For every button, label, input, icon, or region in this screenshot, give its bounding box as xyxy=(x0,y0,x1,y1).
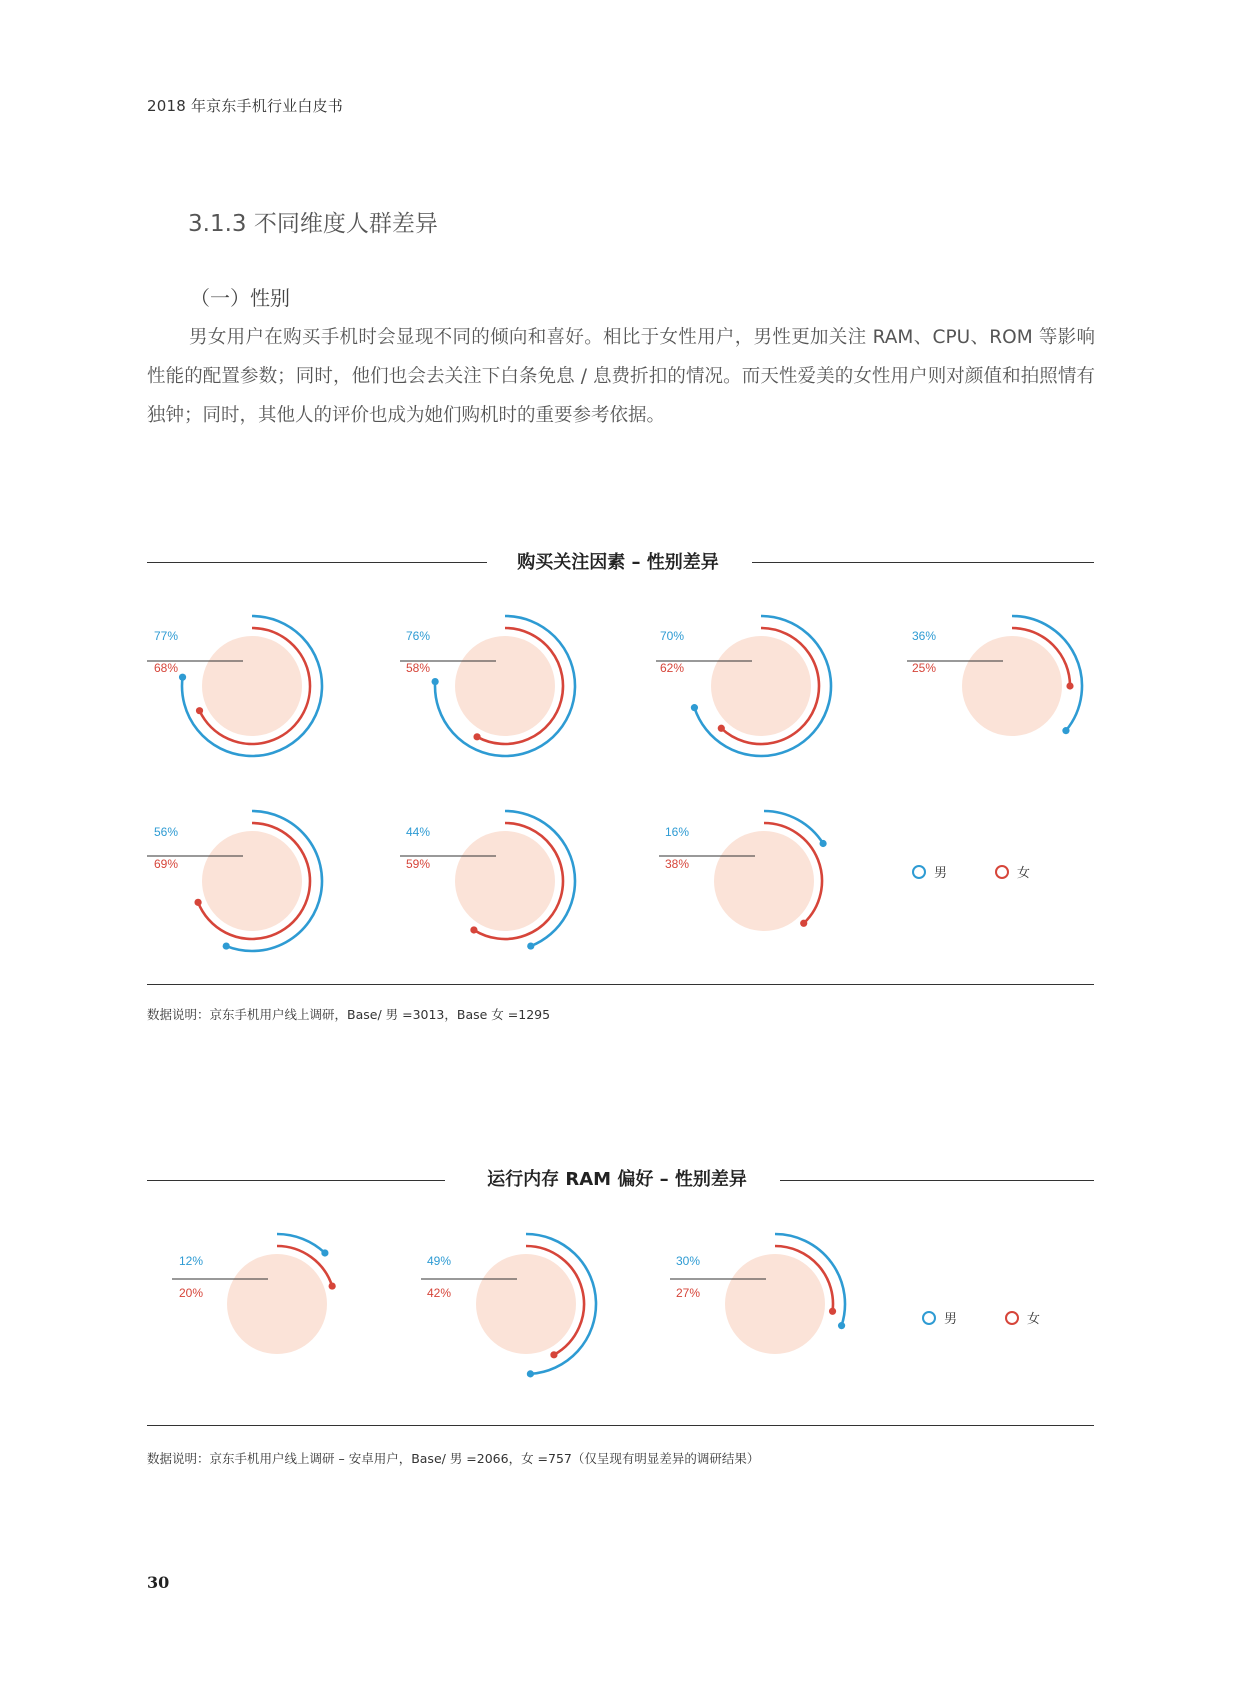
chart1-item1-male-pct: 77% xyxy=(154,629,179,643)
chart1-item7-fill-circle xyxy=(714,831,814,931)
chart2-item3-male-pct: 30% xyxy=(676,1254,701,1268)
document-header: 2018 年京东手机行业白皮书 xyxy=(147,97,343,115)
chart1-item2-male-end-dot xyxy=(432,678,439,685)
chart1-item6-male-end-dot xyxy=(527,942,534,949)
chart2-legend-male-label: 男 xyxy=(944,1312,958,1327)
chart2-item1-female-pct: 20% xyxy=(179,1286,204,1300)
chart1-item4-fill-circle xyxy=(962,636,1062,736)
subsection-title: （一）性别 xyxy=(190,286,290,310)
chart1-item2-male-pct: 76% xyxy=(406,629,431,643)
chart1-item4-male-end-dot xyxy=(1062,727,1069,734)
chart1-item7-female-end-dot xyxy=(800,920,807,927)
chart2-item2-male-end-dot xyxy=(527,1370,534,1377)
chart2-item3-female-pct: 27% xyxy=(676,1286,701,1300)
chart2-item2-male-pct: 49% xyxy=(427,1254,452,1268)
chart2-item1-male-end-dot xyxy=(321,1249,328,1256)
chart1-item6-fill-circle xyxy=(455,831,555,931)
chart1-item5-male-pct: 56% xyxy=(154,825,179,839)
chart1-item2-female-pct: 58% xyxy=(406,661,431,675)
chart2-title: 运行内存 RAM 偏好 – 性别差异 xyxy=(487,1169,747,1190)
chart1-legend-male-label: 男 xyxy=(934,866,948,881)
intro-paragraph: 男女用户在购买手机时会显现不同的倾向和喜好。相比于女性用户，男性更加关注 RAM、CPU、ROM 等影响性能的配置参数；同时，他们也会去关注下白条免息 / 息费折扣的情况。而天性爱美的女性用户则对颜值和拍照情有独钟；同时，其他人的评价也成为她们购机时的重要参考依据。 xyxy=(147,327,1095,426)
chart2-data-note: 数据说明：京东手机用户线上调研 – 安卓用户，Base/ 男 =2066，女 =757（仅呈现有明显差异的调研结果） xyxy=(147,1451,760,1466)
chart2-item3-male-end-dot xyxy=(838,1322,845,1329)
section-title: 3.1.3 不同维度人群差异 xyxy=(188,211,438,237)
chart1-item1-female-end-dot xyxy=(196,707,203,714)
chart1-item5-fill-circle xyxy=(202,831,302,931)
chart1-item6-female-end-dot xyxy=(470,926,477,933)
chart1-item6-female-pct: 59% xyxy=(406,857,431,871)
chart1-item7-female-pct: 38% xyxy=(665,857,690,871)
chart1-item3-male-pct: 70% xyxy=(660,629,685,643)
chart1-title: 购买关注因素 – 性别差异 xyxy=(517,552,719,573)
chart1-item3-female-pct: 62% xyxy=(660,661,685,675)
chart1-item5-male-end-dot xyxy=(223,942,230,949)
chart1-item4-male-pct: 36% xyxy=(912,629,937,643)
chart1-item1-male-end-dot xyxy=(179,674,186,681)
chart1-item4-female-pct: 25% xyxy=(912,661,937,675)
chart1-item1-fill-circle xyxy=(202,636,302,736)
chart2-item1-male-pct: 12% xyxy=(179,1254,204,1268)
chart1-item3-female-end-dot xyxy=(718,725,725,732)
chart2-item2-female-pct: 42% xyxy=(427,1286,452,1300)
chart1-item5-female-pct: 69% xyxy=(154,857,179,871)
chart1-item1-female-pct: 68% xyxy=(154,661,179,675)
chart1-data-note: 数据说明：京东手机用户线上调研，Base/ 男 =3013，Base 女 =1295 xyxy=(147,1007,551,1022)
chart1-item3-male-end-dot xyxy=(691,704,698,711)
chart1-item3-fill-circle xyxy=(711,636,811,736)
chart2-item3-female-end-dot xyxy=(829,1308,836,1315)
page-number: 30 xyxy=(147,1573,170,1592)
chart2-item3-fill-circle xyxy=(725,1254,825,1354)
chart1-item2-fill-circle xyxy=(455,636,555,736)
chart2-item2-female-end-dot xyxy=(550,1351,557,1358)
chart1-item7-male-end-dot xyxy=(820,840,827,847)
chart1-legend-female-label: 女 xyxy=(1017,866,1031,881)
chart1-item5-female-end-dot xyxy=(194,899,201,906)
chart2-item2-fill-circle xyxy=(476,1254,576,1354)
chart1-item7-male-pct: 16% xyxy=(665,825,690,839)
chart1-item2-female-end-dot xyxy=(473,733,480,740)
chart2-legend-female-label: 女 xyxy=(1027,1312,1041,1327)
chart2-item1-fill-circle xyxy=(227,1254,327,1354)
chart1-item4-female-end-dot xyxy=(1066,682,1073,689)
chart1-item6-male-pct: 44% xyxy=(406,825,431,839)
chart2-item1-female-end-dot xyxy=(329,1282,336,1289)
